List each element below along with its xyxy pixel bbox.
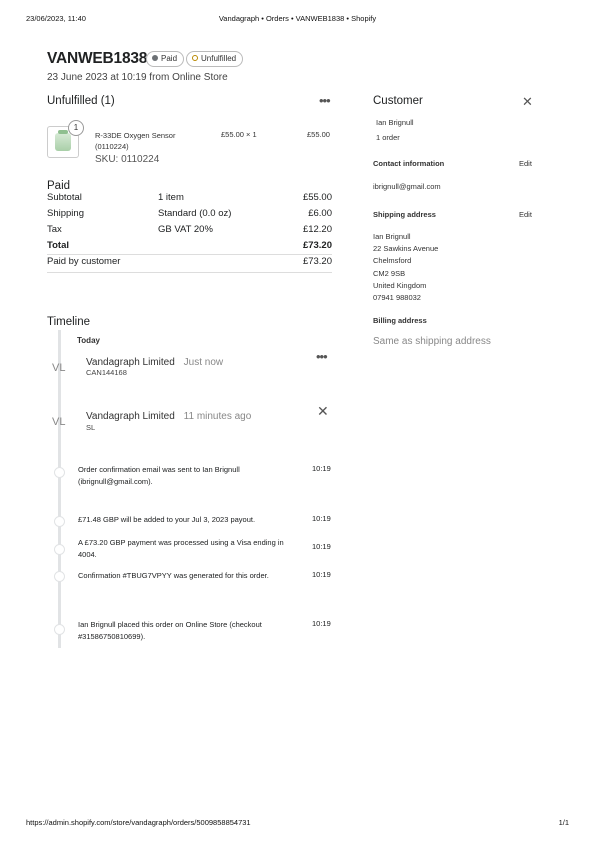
timeline-event-text[interactable]: A £73.20 GBP payment was processed using a Visa ending in 4004. <box>78 538 284 559</box>
more-horizontal-icon[interactable]: ••• <box>319 93 330 108</box>
timeline-title: Timeline <box>47 316 91 328</box>
print-page-title: Vandagraph • Orders • VANWEB1838 • Shopify <box>218 14 377 23</box>
address-line: 22 Sawkins Avenue <box>373 244 439 254</box>
timeline-event-time: 10:19 <box>312 570 331 579</box>
status-badge-label: Paid <box>161 54 178 63</box>
address-line: United Kingdom <box>373 280 427 290</box>
paid-title: Paid <box>47 180 71 192</box>
product-name-link[interactable]: R-33DE Oxygen Sensor (0110224) <box>95 131 176 151</box>
summary-row-subtotal <box>47 192 332 208</box>
summary-row-paid-by-customer <box>47 256 332 272</box>
print-page-number: 1/1 <box>558 818 569 827</box>
timeline-event-time: 10:19 <box>312 619 331 628</box>
product-line-total: £55.00 <box>307 130 330 139</box>
avatar: VL <box>52 362 66 374</box>
row-amount: £73.20 <box>302 240 332 251</box>
row-amount: £73.20 <box>302 256 332 267</box>
customer-title: Customer <box>373 95 423 107</box>
row-label: Paid by customer <box>47 256 121 267</box>
comment-text: SL <box>86 423 96 432</box>
timeline-event-text: Confirmation #TBUG7VPYY was generated for this order. <box>78 571 269 580</box>
row-label: Shipping <box>47 208 84 219</box>
row-label: Tax <box>47 224 62 235</box>
edit-contact-link[interactable]: Edit <box>519 159 532 168</box>
quantity-badge: 1 <box>68 120 84 136</box>
shipping-address <box>373 231 438 304</box>
row-detail: Standard (0.0 oz) <box>158 208 232 219</box>
customer-name-link[interactable]: Ian Brignull <box>376 118 414 127</box>
timeline-event-text[interactable]: £71.48 GBP will be added to your Jul 3, 2023 payout. <box>78 515 256 524</box>
comment-header <box>86 406 251 424</box>
comment-author: Vandagraph Limited <box>86 357 175 368</box>
customer-order-count[interactable]: 1 order <box>376 133 400 142</box>
more-horizontal-icon[interactable]: ••• <box>316 349 327 364</box>
timeline-event-dot <box>54 467 65 478</box>
print-url: https://admin.shopify.com/store/vandagraph/orders/5009858854731 <box>26 818 251 827</box>
summary-row-shipping <box>47 208 332 224</box>
avatar: VL <box>52 416 66 428</box>
timeline-event-dot <box>54 624 65 635</box>
timeline-date-label: Today <box>77 336 100 345</box>
row-detail: GB VAT 20% <box>158 224 213 235</box>
address-line: 07941 988032 <box>373 293 421 303</box>
billing-address-label: Billing address <box>373 316 427 325</box>
row-amount: £55.00 <box>302 192 332 203</box>
status-badge-paid <box>146 51 184 67</box>
timeline-event-text: Ian Brignull placed this order on Online Store (checkout #31586750810699). <box>78 620 262 641</box>
timeline-event-dot <box>54 516 65 527</box>
timeline-event-time: 10:19 <box>312 542 331 551</box>
address-line: CM2 9SB <box>373 268 406 278</box>
shipping-address-label: Shipping address <box>373 210 436 219</box>
order-subtitle: 23 June 2023 at 10:19 from Online Store <box>47 72 228 83</box>
timeline-event-time: 10:19 <box>312 514 331 523</box>
row-amount: £12.20 <box>302 224 332 235</box>
product-sku: SKU: 0110224 <box>95 154 160 165</box>
print-datetime: 23/06/2023, 11:40 <box>26 14 86 23</box>
comment-author: Vandagraph Limited <box>86 411 175 422</box>
close-icon[interactable]: ✕ <box>522 94 533 109</box>
order-title: VANWEB1838 <box>47 50 148 67</box>
timeline-event-time: 10:19 <box>312 464 331 473</box>
unfulfilled-title: Unfulfilled (1) <box>47 95 115 107</box>
address-line: Ian Brignull <box>373 232 411 241</box>
comment-time: Just now <box>183 357 224 368</box>
hollow-dot-icon <box>192 55 198 61</box>
timeline-event-dot <box>54 544 65 555</box>
close-icon[interactable]: ✕ <box>317 403 329 419</box>
row-label: Subtotal <box>47 192 82 203</box>
edit-shipping-link[interactable]: Edit <box>519 210 532 219</box>
customer-email-link[interactable]: ibrignull@gmail.com <box>373 182 441 191</box>
timeline-line <box>58 330 61 648</box>
status-badge-label: Unfulfilled <box>201 54 237 63</box>
address-line: Chelmsford <box>373 256 412 266</box>
comment-text: CAN144168 <box>86 368 127 377</box>
timeline-event-text: Order confirmation email was sent to Ian Brignull (ibrignull@gmail.com). <box>78 465 240 486</box>
comment-time: 11 minutes ago <box>183 411 252 422</box>
row-amount: £6.00 <box>308 208 332 219</box>
divider <box>47 254 332 255</box>
row-label: Total <box>47 240 69 251</box>
summary-row-tax <box>47 224 332 240</box>
product-unit-price: £55.00 × 1 <box>221 130 257 139</box>
divider <box>47 272 332 273</box>
row-detail: 1 item <box>158 192 184 203</box>
timeline-event-dot <box>54 571 65 582</box>
contact-information-label: Contact information <box>373 159 445 168</box>
status-badge-unfulfilled <box>186 51 243 67</box>
filled-dot-icon <box>152 55 158 61</box>
billing-address-value: Same as shipping address <box>373 336 491 347</box>
